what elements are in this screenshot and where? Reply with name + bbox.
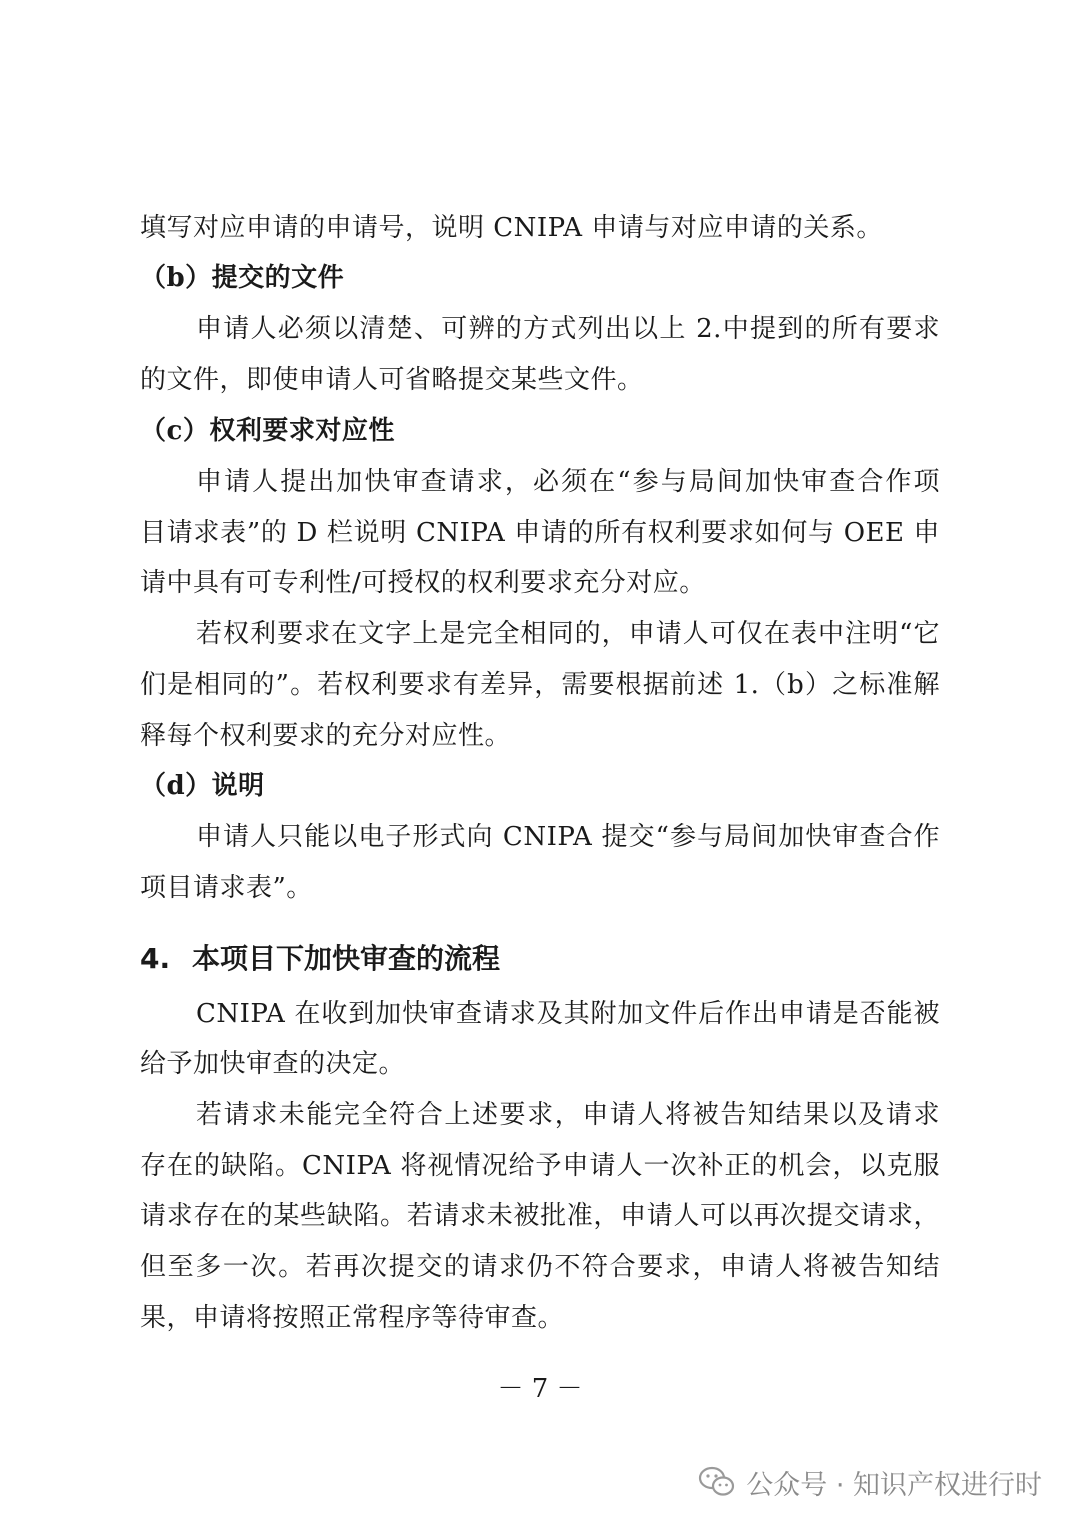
paragraph-line: 们是相同的”。若权利要求有差异，需要根据前述 1.（b）之标准解 — [140, 670, 940, 700]
paragraph-line: 项目请求表”。 — [140, 873, 313, 903]
paragraph-line: 请求存在的某些缺陷。若请求未被批准，申请人可以再次提交请求， — [140, 1201, 940, 1231]
subheading-b: （b）提交的文件 — [140, 263, 345, 293]
paragraph-line: 释每个权利要求的充分对应性。 — [140, 721, 512, 751]
wechat-icon — [698, 1466, 736, 1498]
subheading-c: （c）权利要求对应性 — [140, 416, 395, 446]
paragraph-line: 请中具有可专利性/可授权的权利要求充分对应。 — [140, 568, 706, 598]
paragraph-line: 目请求表”的 D 栏说明 CNIPA 申请的所有权利要求如何与 OEE 申 — [140, 518, 940, 548]
paragraph-line: 申请人必须以清楚、可辨的方式列出以上 2.中提到的所有要求 — [196, 314, 940, 344]
paragraph-line: 存在的缺陷。CNIPA 将视情况给予申请人一次补正的机会，以克服 — [140, 1151, 940, 1181]
paragraph-line: 但至多一次。若再次提交的请求仍不符合要求，申请人将被告知结 — [140, 1252, 940, 1282]
page-number: － 7 － — [497, 1374, 583, 1404]
section-number: 4. — [140, 942, 171, 975]
paragraph-line: 若请求未能完全符合上述要求，申请人将被告知结果以及请求 — [196, 1100, 940, 1130]
section-title-text: 本项目下加快审查的流程 — [192, 942, 501, 975]
watermark-text: 公众号 · 知识产权进行时 — [746, 1469, 1042, 1501]
section-heading — [140, 941, 500, 977]
paragraph-line: 申请人只能以电子形式向 CNIPA 提交“参与局间加快审查合作 — [196, 822, 940, 852]
paragraph-line: 申请人提出加快审查请求，必须在“参与局间加快审查合作项 — [196, 467, 940, 497]
paragraph-line: 若权利要求在文字上是完全相同的，申请人可仅在表中注明“它 — [196, 619, 940, 649]
watermark — [698, 1460, 1042, 1504]
paragraph-line: 填写对应申请的申请号，说明 CNIPA 申请与对应申请的关系。 — [140, 213, 883, 243]
paragraph-line: CNIPA 在收到加快审查请求及其附加文件后作出申请是否能被 — [196, 999, 940, 1029]
paragraph-line: 的文件，即使申请人可省略提交某些文件。 — [140, 365, 644, 395]
paragraph-line: 给予加快审查的决定。 — [140, 1049, 406, 1079]
subheading-d: （d）说明 — [140, 771, 265, 801]
paragraph-line: 果，申请将按照正常程序等待审查。 — [140, 1303, 565, 1333]
